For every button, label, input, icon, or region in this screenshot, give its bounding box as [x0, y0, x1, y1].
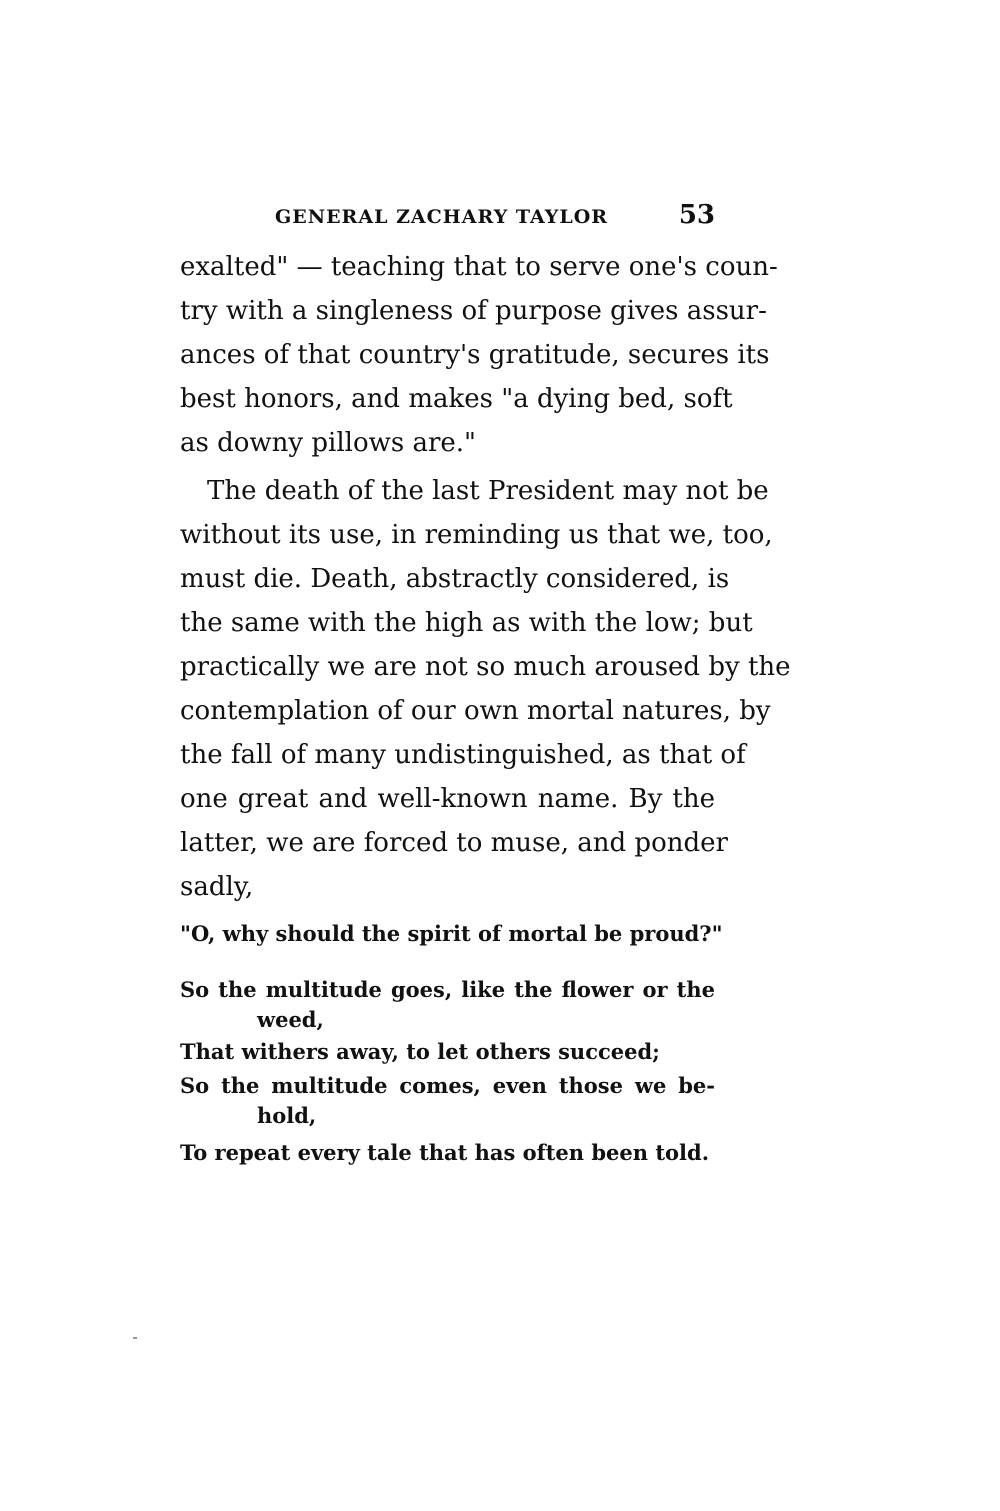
text-line: sadly,: [180, 872, 254, 902]
text-line: practically we are not so much aroused by the: [180, 652, 791, 682]
text-line: best honors, and makes "a dying bed, soft: [180, 384, 733, 414]
verse-line: So the multitude comes, even those we be-: [180, 1073, 715, 1098]
text-line: the same with the high as with the low; but: [180, 608, 753, 638]
verse-line-turnover: hold,: [257, 1103, 317, 1128]
text-line: The death of the last President may not be: [207, 476, 769, 506]
page-number: 53: [678, 200, 715, 230]
text-line: without its use, in reminding us that we, too,: [180, 520, 773, 550]
verse-stanza-4: [180, 1138, 715, 1168]
running-title: GENERAL ZACHARY TAYLOR: [275, 206, 609, 228]
text-line: latter, we are forced to muse, and ponder: [180, 828, 728, 858]
text-line: as downy pillows are.": [180, 428, 477, 458]
text-line: the fall of many undistinguished, as that of: [180, 740, 746, 770]
running-head: [180, 200, 715, 236]
quotation-line: "O, why should the spirit of mortal be proud?": [180, 921, 723, 946]
verse-stanza-2: [180, 1037, 715, 1067]
verse-line-turnover: weed,: [257, 1007, 324, 1032]
text-line: exalted" — teaching that to serve one's coun-: [180, 252, 778, 282]
verse-stanza-1: [180, 975, 715, 1035]
verse-line: So the multitude goes, like the flower or the: [180, 977, 715, 1002]
verse-stanza-3: [180, 1071, 715, 1131]
text-line: contemplation of our own mortal natures, by: [180, 696, 771, 726]
verse-line: To repeat every tale that has often been told.: [180, 1140, 710, 1165]
scan-speck: [133, 1337, 137, 1339]
text-line: ances of that country's gratitude, secures its: [180, 340, 770, 370]
text-line: try with a singleness of purpose gives assur-: [180, 296, 767, 326]
paragraph-1: [180, 245, 778, 465]
paragraph-2: [180, 469, 791, 909]
text-line: one great and well-known name. By the: [180, 784, 715, 814]
text-line: must die. Death, abstractly considered, is: [180, 564, 730, 594]
verse-line: That withers away, to let others succeed;: [180, 1039, 660, 1064]
